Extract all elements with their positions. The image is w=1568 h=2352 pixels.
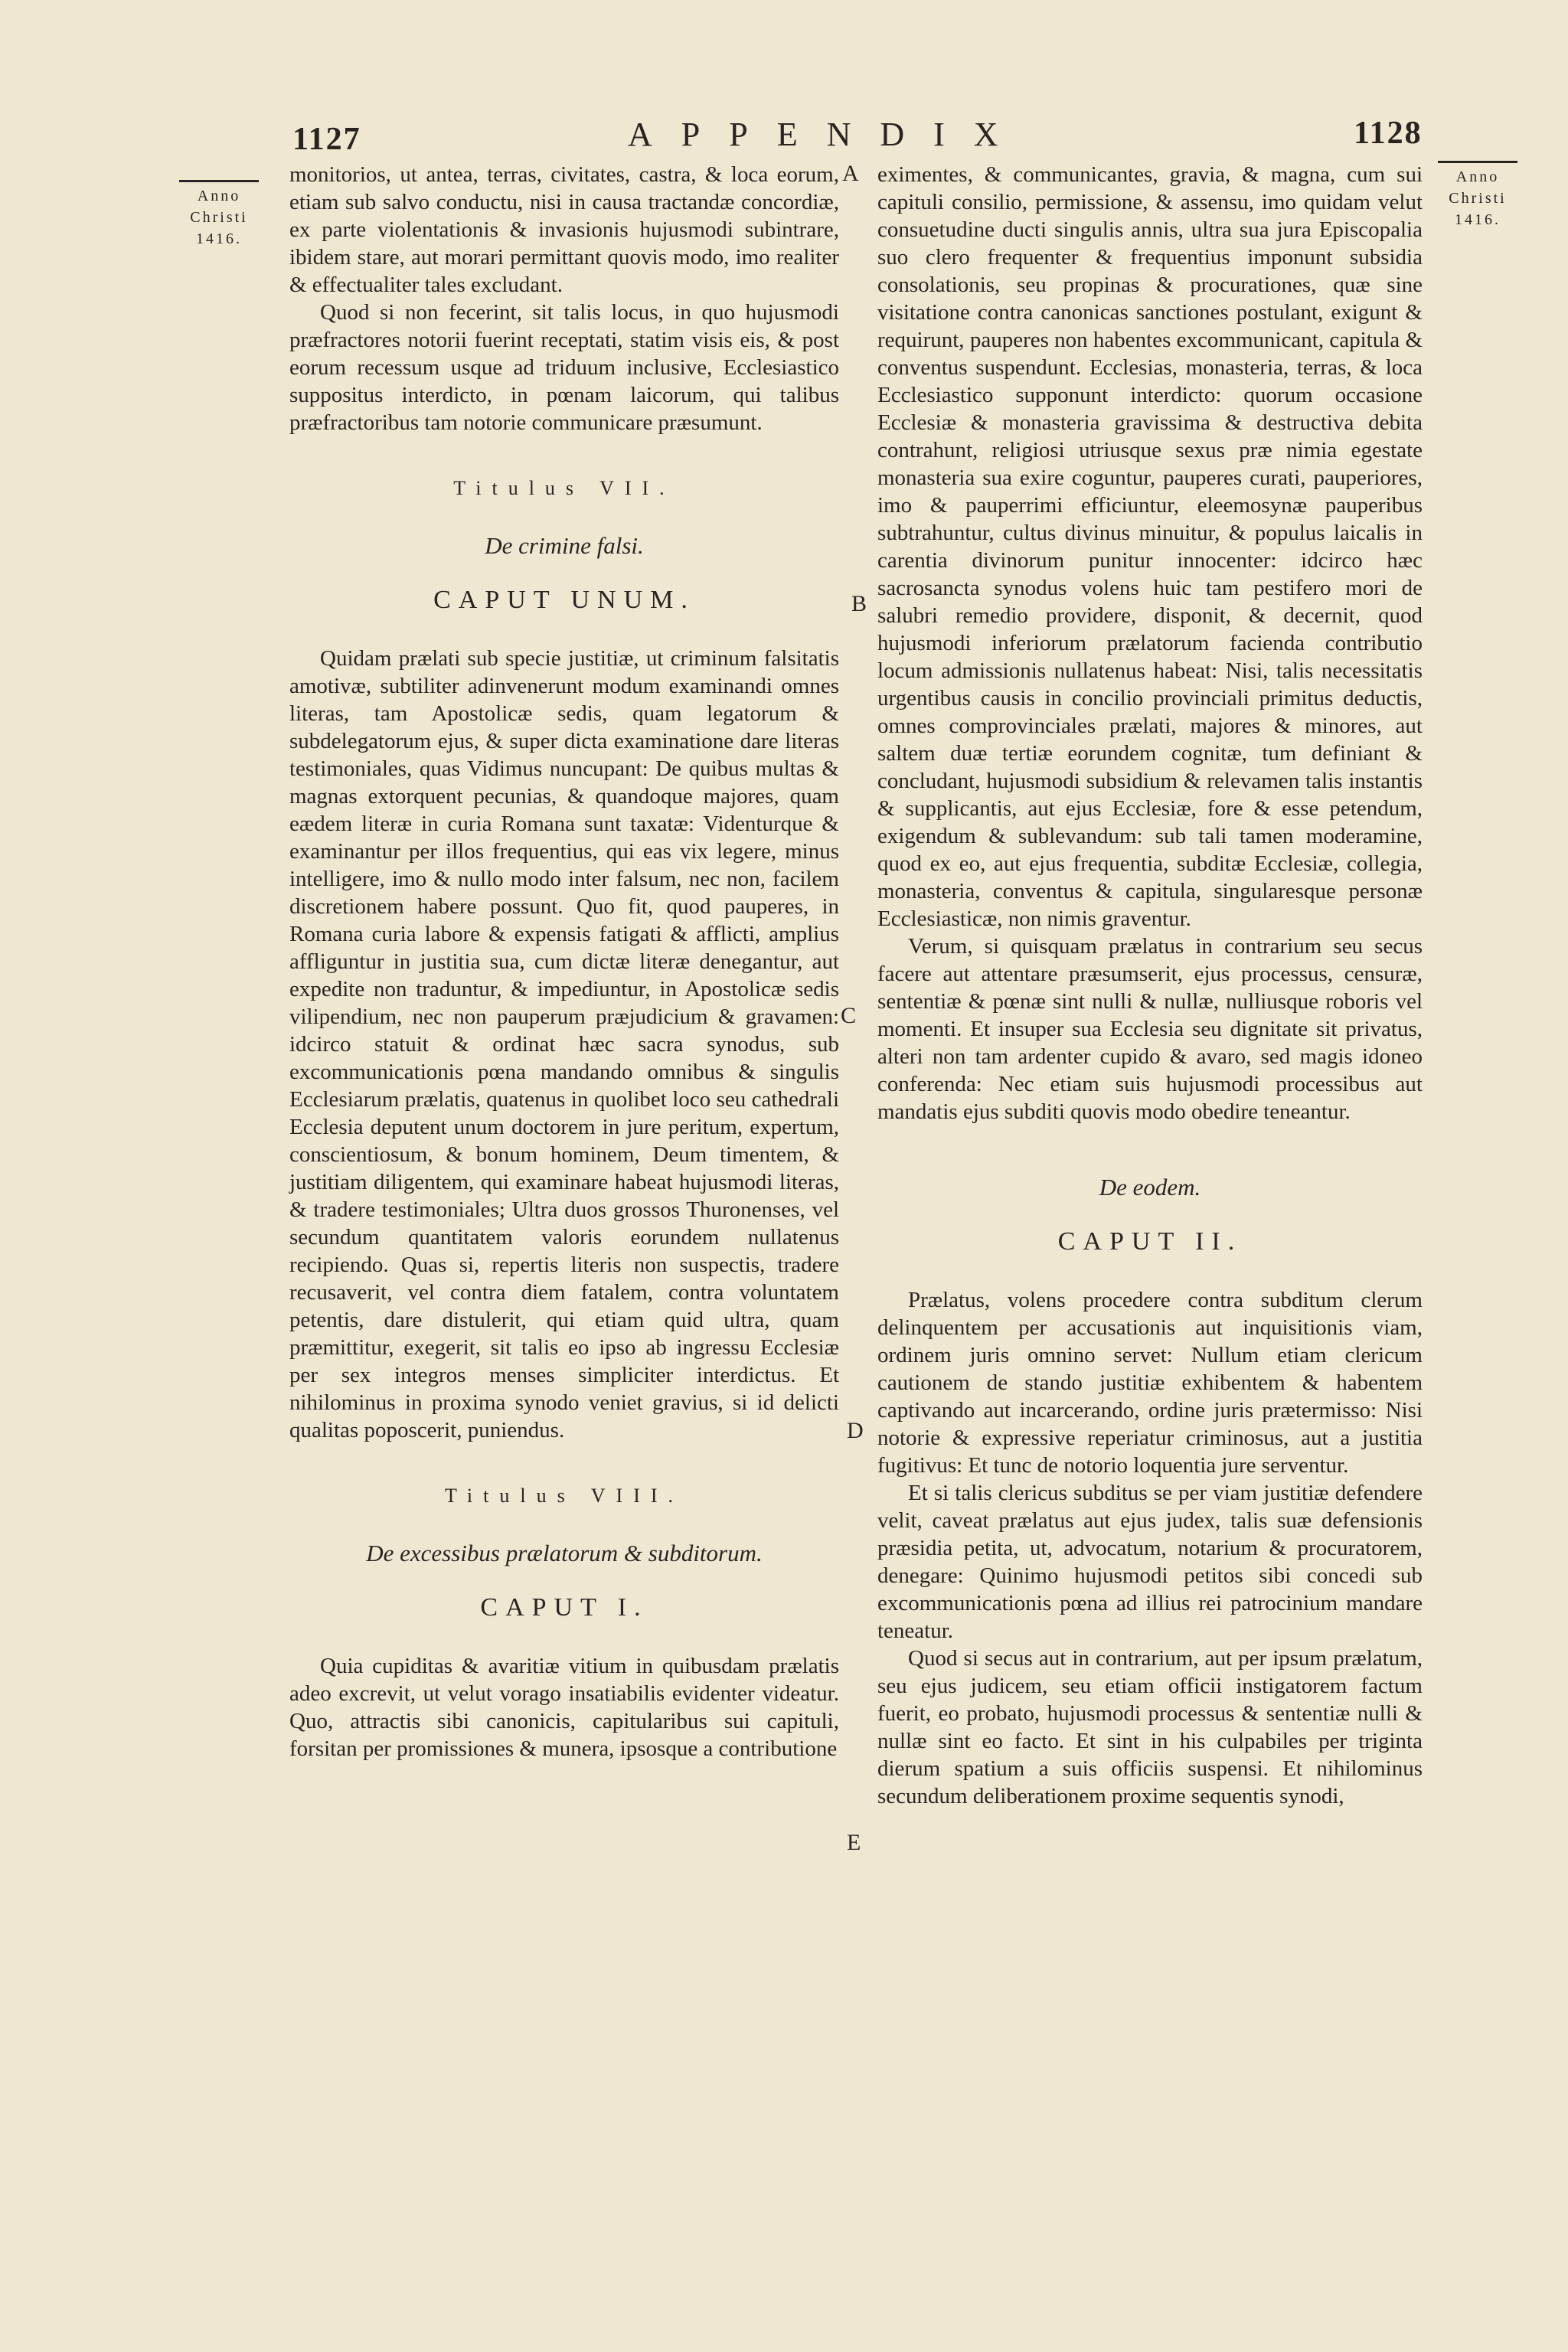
margin-letter-e: E	[847, 1830, 861, 1855]
paragraph: Verum, si quisquam prælatus in contrarium seu secus facere aut attentare præsumserit, ejus processus, censuræ, sententiæ & pœnæ sint nulli & nullæ, nulliusque roboris vel momenti. Et insuper sua Ecclesia seu dignitate sit privatus, alteri non tam ardenter cupido & avaro, sed magis idoneo conferenda: Nec etiam suis hujusmodi processibus aut mandatis ejus subditi quovis modo obedire teneantur.	[877, 934, 1423, 1124]
running-title: APPENDIX	[628, 116, 1027, 153]
right-column	[877, 161, 1423, 1810]
section-subtitle: De eodem.	[1099, 1174, 1201, 1200]
caput-heading: CAPUT I.	[480, 1593, 648, 1622]
margin-letter-d: D	[847, 1418, 864, 1443]
margin-anno: Anno	[1455, 168, 1500, 185]
titulus-heading: Titulus VII.	[453, 477, 675, 499]
margin-christi: Christi	[1449, 190, 1507, 207]
margin-letter-a: A	[842, 161, 859, 186]
section-subtitle: De crimine falsi.	[485, 532, 644, 559]
paragraph: Et si talis clericus subditus se per viam justitiæ defendere velit, caveat prælatus aut ejus judex, talis suæ defensionis præsidia petita, ut, advocatum, notarium & procuratorem, denegare: Quinimo hujusmodi petitos sibi concedi sub excommunicationis pœna ad illius rei patrocinium mandare teneatur.	[877, 1481, 1423, 1643]
margin-note-left	[173, 180, 265, 250]
paragraph: Quod si non fecerint, sit talis locus, in quo hujusmodi præfractores notorii fuerint receptati, statim visis eis, & post eorum recessum usque ad triduum inclusive, Ecclesiastico suppositus interdicto, in pœnam laicorum, qui talibus præfractoribus tam notorie communicare præsumunt.	[289, 300, 839, 435]
margin-christi: Christi	[190, 209, 248, 226]
margin-rule	[1438, 161, 1517, 163]
titulus-heading: Titulus VIII.	[444, 1485, 684, 1507]
margin-year: 1416.	[196, 230, 242, 247]
paragraph: Quia cupiditas & avaritiæ vitium in quibusdam prælatis adeo excrevit, ut velut vorago insatiabilis evidenter videatur. Quo, attractis sibi canonicis, capitularibus sui capituli, forsitan per promissiones & munera, ipsosque a contributione	[289, 1654, 839, 1761]
margin-note-right	[1424, 161, 1531, 230]
left-column	[289, 161, 839, 1762]
paragraph: Quod si secus aut in contrarium, aut per ipsum prælatum, seu ejus judicem, seu etiam officii instigatorem factum fuerit, eo probato, hujusmodi processus & sententiæ nulli & nullæ sint eo facto. Et sint in his culpabiles per triginta dierum spatium a suis officiis suspensi. Et nihilominus secundum deliberationem proxime sequentis synodi,	[877, 1646, 1423, 1808]
running-header	[0, 115, 1568, 161]
margin-rule	[179, 180, 259, 182]
paragraph: monitorios, ut antea, terras, civitates, castra, & loca eorum, etiam sub salvo conductu, nisi in causa tractandæ concordiæ, ex parte violentationis & invasionis hujusmodi subintrare, ibidem stare, aut morari permittant quovis modo, imo realiter & effectualiter tales excludant.	[289, 162, 839, 297]
margin-year: 1416.	[1455, 211, 1501, 228]
caput-heading: CAPUT II.	[1057, 1227, 1243, 1256]
paragraph: Prælatus, volens procedere contra subditum clerum delinquentem per accusationis aut inquisitionis viam, ordinem juris omnino servet: Nullum etiam clericum cautionem de stando justitiæ exhibentem & habentem captivando aut incarcerando, ordine juris prætermisso: Nisi notorie & expressive reperiatur criminosus, aut a justitia fugitivus: Et tunc de notorio loquentia jure serventur.	[877, 1288, 1423, 1478]
page-number-left: 1127	[292, 122, 361, 157]
section-subtitle: De excessibus prælatorum & subditorum.	[366, 1540, 763, 1566]
page-number-right: 1128	[1354, 116, 1423, 151]
margin-anno: Anno	[197, 188, 241, 204]
paragraph: Quidam prælati sub specie justitiæ, ut criminum falsitatis amotivæ, subtiliter adinvenerunt modum examinandi omnes literas, tam Apostolicæ sedis, quam legatorum & subdelegatorum ejus, & super dicta examinatione dare literas testimoniales, quas Vidimus nuncupant: De quibus multas & magnas extorquent pecunias, & quandoque majores, quam eædem literæ in curia Romana sunt taxatæ: Videnturque & examinantur per illos frequentius, qui eas vix legere, minus intelligere, imo & nullo modo inter falsum, nec non, facilem discretionem habere possunt. Quo fit, quod pauperes, in Romana curia labore & expensis fatigati & afflicti, amplius affliguntur in justitia sua, cum dictæ literæ denegantur, aut expedite non traduntur, & impediuntur, in Apostolicæ sedis vilipendium, nec non pauperum præjudicium & gravamen: idcirco statuit & ordinat hæc sacra synodus, sub excommunicationis pœna mandando omnibus & singulis Ecclesiarum prælatis, quatenus in quolibet loco seu cathedrali Ecclesia deputent unum doctorem in jure peritum, expertum, conscientiosum, & bonum hominem, Deum timentem, & justitiam diligentem, qui examinare habeat hujusmodi literas, & tradere testimoniales; Ultra duos grossos Thuronenses, vel secundum quantitatem valoris eorundem nullatenus recipiendo. Quas si, repertis literis non suspectis, tradere recusaverit, vel contra diem fatalem, contra voluntatem petentis, dare distulerit, qui etiam quid ultra, quam præmittitur, exegerit, sit talis eo ipso ab ingressu Ecclesiæ per sex integros menses simpliciter interdictus. Et nihilominus in proxima synodo veniet gravius, si id delicti qualitas poposcerit, puniendus.	[289, 646, 839, 1442]
margin-letter-c: C	[841, 1003, 857, 1028]
margin-letter-b: B	[851, 591, 867, 616]
paragraph: eximentes, & communicantes, gravia, & magna, cum sui capituli consilio, permissione, & assensu, imo quidam velut consuetudine ducti singulis annis, ultra sua jura Episcopalia suo clero frequenter & frequentius imponunt subsidia consolationis, seu propinas & procurationes, quæ sine visitatione contra canonicas sanctiones postulant, exigunt & requirunt, pauperes non habentes excommunicant, capitula & conventus suspendunt. Ecclesias, monasteria, terras, & loca Ecclesiastico supponunt interdicto: quorum occasione Ecclesiæ & monasteria gravissima & destructiva debita contrahunt, religiosi utriusque sexus præ nimia egestate monasteria sua exire coguntur, pauperes curati, pauperiores, imo & pauperrimi efficiuntur, eleemosynæ pauperibus subtrahuntur, cultus divinus minuitur, & populus laicalis in carentia divinorum punitur innocenter: idcirco hæc sacrosancta synodus volens huic tam pestifero mori de salubri remedio providere, disponit, & decernit, quod hujusmodi inferiorum prælatorum facienda contributio locum admissionis nullatenus habeat: Nisi, talis necessitatis urgentibus causis in concilio provinciali primitus deductis, omnes comprovinciales prælati, majores & minores, aut saltem duæ tertiæ eorundem cognitæ, tum definiant & concludant, hujusmodi subsidium & relevamen talis instantis & supplicantis, aut ejus Ecclesiæ, fore & esse petendum, exigendum & sublevandum: sub tali tamen moderamine, quod ex eo, aut ejus frequentia, subditæ Ecclesiæ, collegia, monasteria, conventus & capitula, singularesque personæ Ecclesiasticæ, non nimis graventur.	[877, 162, 1423, 931]
caput-heading: CAPUT UNUM.	[433, 586, 695, 614]
